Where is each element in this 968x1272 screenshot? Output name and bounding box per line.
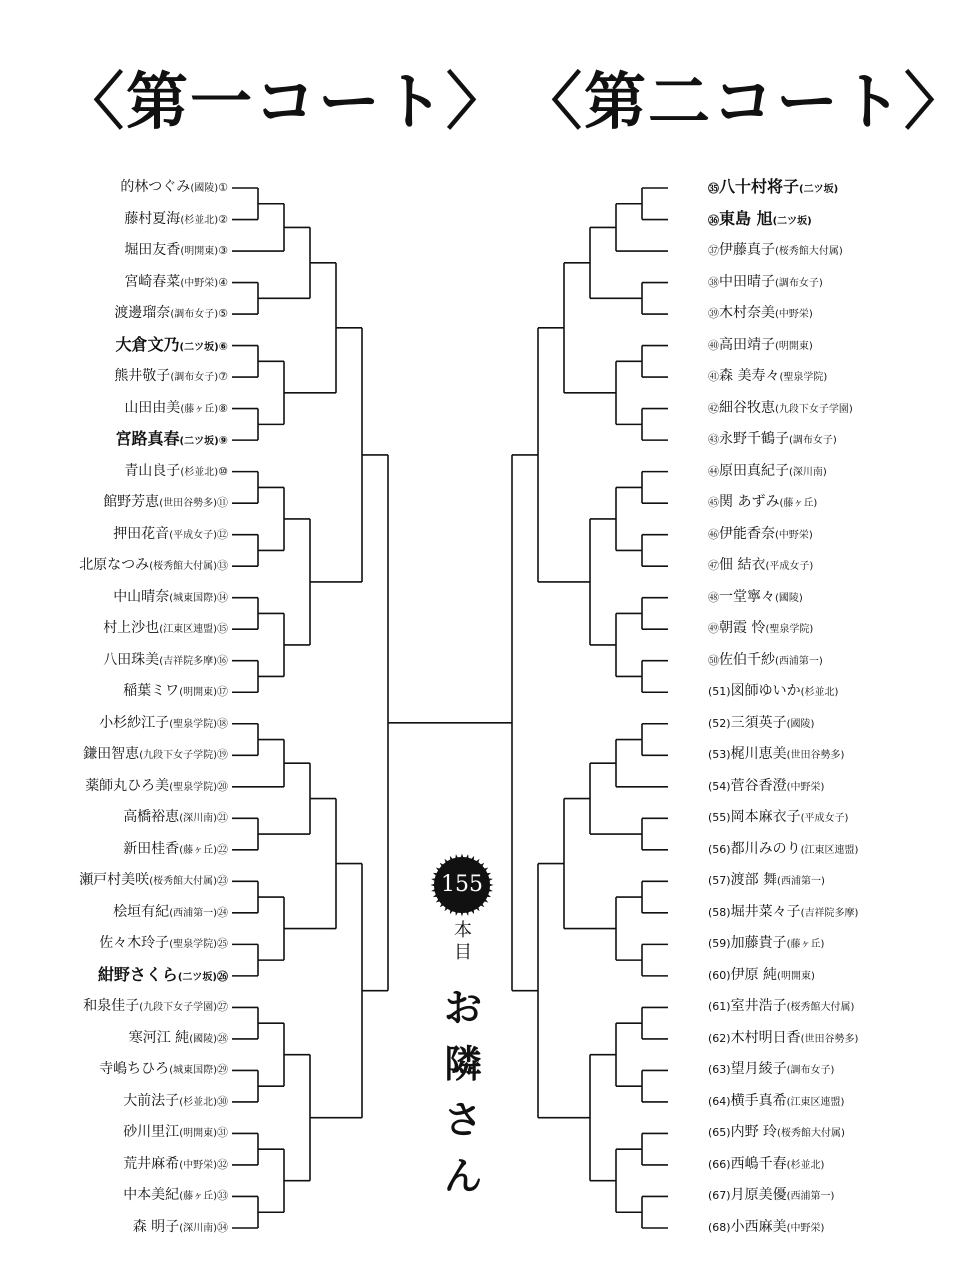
player-entry xyxy=(123,1124,228,1142)
player-entry xyxy=(113,589,228,607)
player-name: 押田花音 xyxy=(113,525,170,542)
player-school: (明開東) xyxy=(777,970,815,982)
player-name: 佃 結衣 xyxy=(719,557,766,574)
player-entry xyxy=(79,872,228,890)
seed-number: (63) xyxy=(708,1063,731,1077)
player-school: (國陵) xyxy=(786,718,815,730)
seed-number: ⑱ xyxy=(217,716,228,730)
player-entry xyxy=(708,1156,824,1174)
seed-number: ⑪ xyxy=(217,496,228,510)
player-school: (藤ヶ丘) xyxy=(786,939,825,951)
player-entry xyxy=(99,715,228,733)
player-school: (中野栄) xyxy=(180,277,219,289)
seed-number: ⑳ xyxy=(217,779,228,793)
player-name: 渡邊瑠奈 xyxy=(114,305,171,322)
player-name: 横手真希 xyxy=(730,1092,787,1109)
player-school: (聖泉学院) xyxy=(169,781,217,793)
player-entry xyxy=(708,557,813,575)
seed-number: ① xyxy=(218,181,228,194)
seed-number: ㊸ xyxy=(708,433,719,447)
player-school: (中野栄) xyxy=(179,1159,217,1171)
player-school: (中野栄) xyxy=(775,529,813,541)
player-school: (調布女子) xyxy=(170,372,219,384)
seed-number: ㊹ xyxy=(708,464,719,478)
seed-number: ⑭ xyxy=(217,590,228,604)
player-school: (國陵) xyxy=(189,1033,217,1045)
player-entry xyxy=(123,809,228,827)
player-name: 堀田友香 xyxy=(124,242,181,259)
player-entry xyxy=(123,1187,228,1205)
player-entry xyxy=(129,1030,228,1048)
seed-number: ㉑ xyxy=(217,811,228,825)
player-school: (明開東) xyxy=(180,246,219,258)
player-school: (二ツ坂) xyxy=(179,341,219,353)
seed-number: (56) xyxy=(708,842,731,856)
seed-number: (54) xyxy=(708,779,731,793)
player-entry xyxy=(708,967,815,985)
seed-number: ㊿ xyxy=(708,653,719,667)
player-school: (深川南) xyxy=(179,1223,217,1234)
player-name: 東島 旭 xyxy=(719,208,773,228)
player-school: (西浦第一) xyxy=(786,1191,835,1203)
player-school: (中野栄) xyxy=(786,781,825,793)
player-name: 館野芳恵 xyxy=(103,494,160,511)
player-name: 大倉文乃 xyxy=(115,334,180,354)
player-name: 瀬戸村美咲 xyxy=(79,872,150,889)
seed-number: ⑮ xyxy=(217,622,228,636)
seed-number: (65) xyxy=(708,1126,731,1140)
player-entry xyxy=(708,1030,858,1048)
player-entry xyxy=(113,526,228,544)
player-name: 木村明日香 xyxy=(730,1029,801,1046)
player-school: (國陵) xyxy=(775,592,803,604)
player-school: (西浦第一) xyxy=(169,907,217,919)
player-school: (江東区連盟) xyxy=(786,1096,845,1108)
player-name: 森 美寿々 xyxy=(719,368,780,385)
player-school: (桜秀館大付属) xyxy=(786,1002,855,1014)
player-name: 岡本麻衣子 xyxy=(730,809,801,826)
player-entry xyxy=(123,841,228,859)
player-entry xyxy=(708,463,827,481)
player-entry xyxy=(113,904,228,922)
player-entry xyxy=(708,872,825,890)
player-entry xyxy=(708,1093,844,1111)
player-school: (調布女子) xyxy=(786,1065,835,1077)
player-school: (二ツ坂) xyxy=(799,184,839,195)
player-name: 高橋裕恵 xyxy=(123,809,180,826)
player-name: 内野 玲 xyxy=(730,1124,778,1141)
player-entry xyxy=(708,1061,834,1079)
seed-number: ㉟ xyxy=(708,182,719,195)
seed-number: ㉔ xyxy=(217,905,228,919)
player-name: 加藤貴子 xyxy=(730,935,787,952)
player-entry xyxy=(85,778,228,796)
chapter-number: 155 xyxy=(441,872,483,897)
player-name: 永野千鶴子 xyxy=(719,431,789,448)
player-entry xyxy=(115,334,228,356)
seed-number: ㊶ xyxy=(708,370,719,384)
player-school: (杉並北) xyxy=(800,687,839,699)
player-school: (平成女子) xyxy=(800,813,849,825)
chapter-title: お 隣 さ ん xyxy=(443,985,482,1198)
seed-number: (68) xyxy=(708,1221,731,1234)
player-name: 寒河江 純 xyxy=(128,1029,190,1046)
seed-number: ㊼ xyxy=(708,559,719,573)
player-name: 森 明子 xyxy=(132,1219,180,1235)
seed-number: (61) xyxy=(708,1000,731,1014)
player-school: (二ツ坂) xyxy=(179,436,219,448)
player-entry xyxy=(708,904,858,922)
player-school: (中野栄) xyxy=(775,309,813,321)
player-name: 原田真紀子 xyxy=(719,462,789,479)
player-entry xyxy=(708,841,858,859)
player-entry xyxy=(99,935,228,953)
player-school: (杉並北) xyxy=(786,1159,825,1171)
seed-number: (60) xyxy=(708,968,731,982)
seed-number: ⑲ xyxy=(217,748,228,762)
player-entry xyxy=(708,746,844,764)
player-name: 中本美紀 xyxy=(123,1187,180,1204)
seed-number: (51) xyxy=(708,685,731,699)
seed-number: (67) xyxy=(708,1189,731,1203)
player-school: (世田谷勢多) xyxy=(800,1033,859,1045)
seed-number: ㉙ xyxy=(217,1063,228,1077)
seed-number: ㉘ xyxy=(217,1031,228,1045)
seed-number: ㉜ xyxy=(217,1157,228,1171)
player-school: (國陵) xyxy=(190,183,219,194)
player-school: (藤ヶ丘) xyxy=(180,403,219,415)
player-entry xyxy=(99,1061,228,1079)
player-entry xyxy=(124,400,228,418)
seed-number: ⑰ xyxy=(217,685,228,699)
seed-number: ㉝ xyxy=(217,1189,228,1203)
player-entry xyxy=(708,998,854,1016)
player-name: 梶川恵美 xyxy=(730,746,787,763)
player-name: 渡部 舞 xyxy=(730,872,778,889)
player-entry xyxy=(103,494,228,512)
player-name: 一堂寧々 xyxy=(719,588,775,605)
seed-number: (64) xyxy=(708,1094,731,1108)
player-entry xyxy=(116,431,228,450)
player-name: 木村奈美 xyxy=(719,305,775,322)
player-school: (九段下女子学園) xyxy=(775,403,853,415)
player-name: 高田靖子 xyxy=(719,336,775,353)
seed-number: (59) xyxy=(708,937,731,951)
player-name: 稲葉ミワ xyxy=(123,683,180,700)
seed-number: (58) xyxy=(708,905,731,919)
player-name: 望月綾子 xyxy=(730,1061,787,1078)
player-name: 山田由美 xyxy=(124,399,181,416)
player-entry xyxy=(708,935,824,953)
player-school: (藤ヶ丘) xyxy=(779,498,818,510)
player-school: (九段下女子学院) xyxy=(139,750,217,762)
player-school: (江東区連盟) xyxy=(800,844,859,856)
player-school: (吉祥院多摩) xyxy=(159,655,217,667)
player-entry xyxy=(124,274,228,292)
player-school: (桜秀館大付属) xyxy=(149,876,217,888)
player-school: (明開東) xyxy=(775,340,813,352)
player-entry xyxy=(97,964,228,986)
player-name: 荒井麻希 xyxy=(123,1155,180,1172)
player-school: (城東国際) xyxy=(169,1065,217,1077)
player-entry xyxy=(83,998,228,1016)
player-school: (世田谷勢多) xyxy=(159,498,217,510)
player-entry xyxy=(103,620,228,638)
player-entry xyxy=(114,305,228,323)
seed-number: ㉚ xyxy=(217,1094,228,1108)
player-name: 大前法子 xyxy=(123,1092,180,1109)
player-school: (平成女子) xyxy=(765,561,814,573)
player-school: (聖泉学院) xyxy=(169,939,217,951)
player-name: 紺野さくら xyxy=(97,964,178,984)
seed-number: ⑯ xyxy=(217,653,228,667)
seed-number: ㊺ xyxy=(708,496,719,510)
court-2-title: 〈第二コート〉 xyxy=(520,65,968,138)
player-entry xyxy=(708,208,812,230)
player-school: (中野栄) xyxy=(786,1223,825,1234)
player-entry xyxy=(708,526,813,544)
player-entry xyxy=(708,620,813,638)
seed-number: ⑨ xyxy=(218,434,228,448)
player-entry xyxy=(708,1219,824,1237)
seed-number: ⑩ xyxy=(218,464,228,478)
player-name: 菅谷香澄 xyxy=(730,777,787,794)
player-name: 熊井敬子 xyxy=(114,368,171,385)
player-name: 宮崎春菜 xyxy=(124,273,181,290)
player-school: (調布女子) xyxy=(789,435,837,447)
player-name: 三須英子 xyxy=(730,714,787,731)
player-school: (藤ヶ丘) xyxy=(179,1191,217,1203)
seed-number: ④ xyxy=(218,275,228,289)
player-name: 伊藤真子 xyxy=(719,242,775,259)
player-entry xyxy=(708,652,823,670)
player-name: 薬師丸ひろ美 xyxy=(85,777,170,794)
player-school: (江東区連盟) xyxy=(159,624,217,636)
player-name: 関 あずみ xyxy=(719,494,780,511)
seed-number: ㊳ xyxy=(708,275,719,289)
seed-number: ㊾ xyxy=(708,622,719,636)
seed-number: (52) xyxy=(708,716,731,730)
player-name: 藤村夏海 xyxy=(124,210,181,227)
player-school: (聖泉学院) xyxy=(765,624,814,636)
player-school: (杉並北) xyxy=(179,1096,217,1108)
player-name: 桧垣有紀 xyxy=(113,903,170,920)
player-entry xyxy=(124,242,228,260)
seed-number: ㊲ xyxy=(708,244,719,258)
player-name: 佐伯千紗 xyxy=(719,651,775,668)
seed-number: ㉗ xyxy=(217,1000,228,1014)
player-school: (二ツ坂) xyxy=(772,215,812,227)
player-entry xyxy=(123,683,228,701)
player-entry xyxy=(133,1219,228,1237)
seed-number: ㊱ xyxy=(708,213,719,227)
player-name: 青山良子 xyxy=(124,462,181,479)
player-name: 小杉紗江子 xyxy=(99,714,170,731)
seed-number: ⑤ xyxy=(218,307,228,321)
seed-number: ㊵ xyxy=(708,338,719,352)
player-name: 中田晴子 xyxy=(719,273,775,290)
seed-number: ⑬ xyxy=(217,559,228,573)
seed-number: ⑥ xyxy=(218,339,228,353)
player-name: 伊原 純 xyxy=(730,966,778,983)
player-name: 都川みのり xyxy=(730,840,801,857)
player-school: (九段下女子学園) xyxy=(139,1002,217,1014)
chapter-label: 本 目 xyxy=(454,920,472,963)
seed-number: ㉖ xyxy=(217,969,228,983)
seed-number: ② xyxy=(218,212,228,226)
seed-number: ③ xyxy=(218,244,228,258)
seed-number: ㊽ xyxy=(708,590,719,604)
seed-number: ㉒ xyxy=(217,842,228,856)
player-entry xyxy=(708,368,827,386)
player-school: (西浦第一) xyxy=(777,876,825,888)
player-name: 佐々木玲子 xyxy=(99,935,170,952)
seed-number: (66) xyxy=(708,1157,731,1171)
player-entry xyxy=(708,1187,834,1205)
player-name: 図師ゆいか xyxy=(730,683,801,700)
seed-number: ㉕ xyxy=(217,937,228,951)
player-entry xyxy=(79,557,228,575)
player-school: (杉並北) xyxy=(180,214,219,226)
player-school: (聖泉学院) xyxy=(779,372,828,384)
player-entry xyxy=(708,715,814,733)
player-entry xyxy=(708,400,853,418)
player-name: 小西麻美 xyxy=(730,1219,787,1235)
player-name: 宮路真春 xyxy=(115,429,180,449)
player-name: 八田珠美 xyxy=(103,651,160,668)
player-name: 室井浩子 xyxy=(730,998,787,1015)
player-entry xyxy=(123,1093,228,1111)
player-school: (聖泉学院) xyxy=(169,718,217,730)
player-entry xyxy=(123,1156,228,1174)
player-entry xyxy=(708,589,803,607)
player-entry xyxy=(708,494,817,512)
player-name: 八十村将子 xyxy=(719,177,800,196)
player-school: (世田谷勢多) xyxy=(786,750,845,762)
player-entry xyxy=(708,431,837,449)
player-entry xyxy=(124,211,228,229)
player-entry xyxy=(708,305,813,323)
seed-number: ㊴ xyxy=(708,307,719,321)
seed-number: ⑦ xyxy=(218,370,228,384)
player-entry xyxy=(103,652,228,670)
player-entry xyxy=(83,746,228,764)
player-name: 中山晴奈 xyxy=(113,588,170,605)
player-name: 朝霞 怜 xyxy=(719,620,766,637)
player-name: 和泉佳子 xyxy=(83,998,140,1015)
player-school: (桜秀館大付属) xyxy=(149,561,217,573)
player-name: 堀井菜々子 xyxy=(730,903,801,920)
player-entry xyxy=(114,368,228,386)
player-school: (調布女子) xyxy=(170,309,219,321)
court-1-title: 〈第一コート〉 xyxy=(62,65,511,138)
seed-number: (55) xyxy=(708,811,731,825)
player-school: (吉祥院多摩) xyxy=(800,907,859,919)
player-entry xyxy=(708,778,824,796)
player-entry xyxy=(708,1124,845,1142)
player-school: (城東国際) xyxy=(169,592,217,604)
player-name: 細谷牧恵 xyxy=(719,399,775,416)
player-entry xyxy=(708,242,843,260)
player-name: 新田桂香 xyxy=(123,840,180,857)
player-school: (明開東) xyxy=(179,687,217,699)
player-school: (杉並北) xyxy=(180,466,219,478)
seed-number: (53) xyxy=(708,748,731,762)
player-school: (深川南) xyxy=(789,466,827,478)
seed-number: ㊻ xyxy=(708,527,719,541)
seed-number: ㉞ xyxy=(217,1221,228,1234)
player-entry xyxy=(124,463,228,481)
seed-number: ㉓ xyxy=(217,874,228,888)
player-school: (深川南) xyxy=(179,813,217,825)
player-name: 鎌田智恵 xyxy=(83,746,140,763)
seed-number: (57) xyxy=(708,874,731,888)
player-school: (平成女子) xyxy=(169,529,217,541)
player-school: (調布女子) xyxy=(775,277,823,289)
player-entry xyxy=(708,683,838,701)
player-name: 西嶋千春 xyxy=(730,1155,787,1172)
player-name: 月原美優 xyxy=(730,1187,787,1204)
player-entry xyxy=(708,274,823,292)
player-school: (藤ヶ丘) xyxy=(179,844,217,856)
player-school: (明開東) xyxy=(179,1128,217,1140)
player-school: (西浦第一) xyxy=(775,655,823,667)
player-entry xyxy=(120,179,228,197)
seed-number: ⑧ xyxy=(218,401,228,415)
player-entry xyxy=(708,809,848,827)
player-name: 寺嶋ちひろ xyxy=(99,1061,170,1078)
seed-number: (62) xyxy=(708,1031,731,1045)
seed-number: ㉛ xyxy=(217,1126,228,1140)
player-name: 村上沙也 xyxy=(103,620,160,637)
player-school: (二ツ坂) xyxy=(177,971,217,983)
player-name: 砂川里江 xyxy=(123,1124,180,1141)
player-name: 的林つぐみ xyxy=(120,179,191,195)
player-school: (桜秀館大付属) xyxy=(775,246,843,258)
seed-number: ⑫ xyxy=(217,527,228,541)
player-entry xyxy=(708,337,813,355)
player-name: 北原なつみ xyxy=(79,557,150,574)
seed-number: ㊷ xyxy=(708,401,719,415)
player-entry xyxy=(708,179,838,198)
player-school: (桜秀館大付属) xyxy=(777,1128,845,1140)
player-name: 伊能香奈 xyxy=(719,525,775,542)
